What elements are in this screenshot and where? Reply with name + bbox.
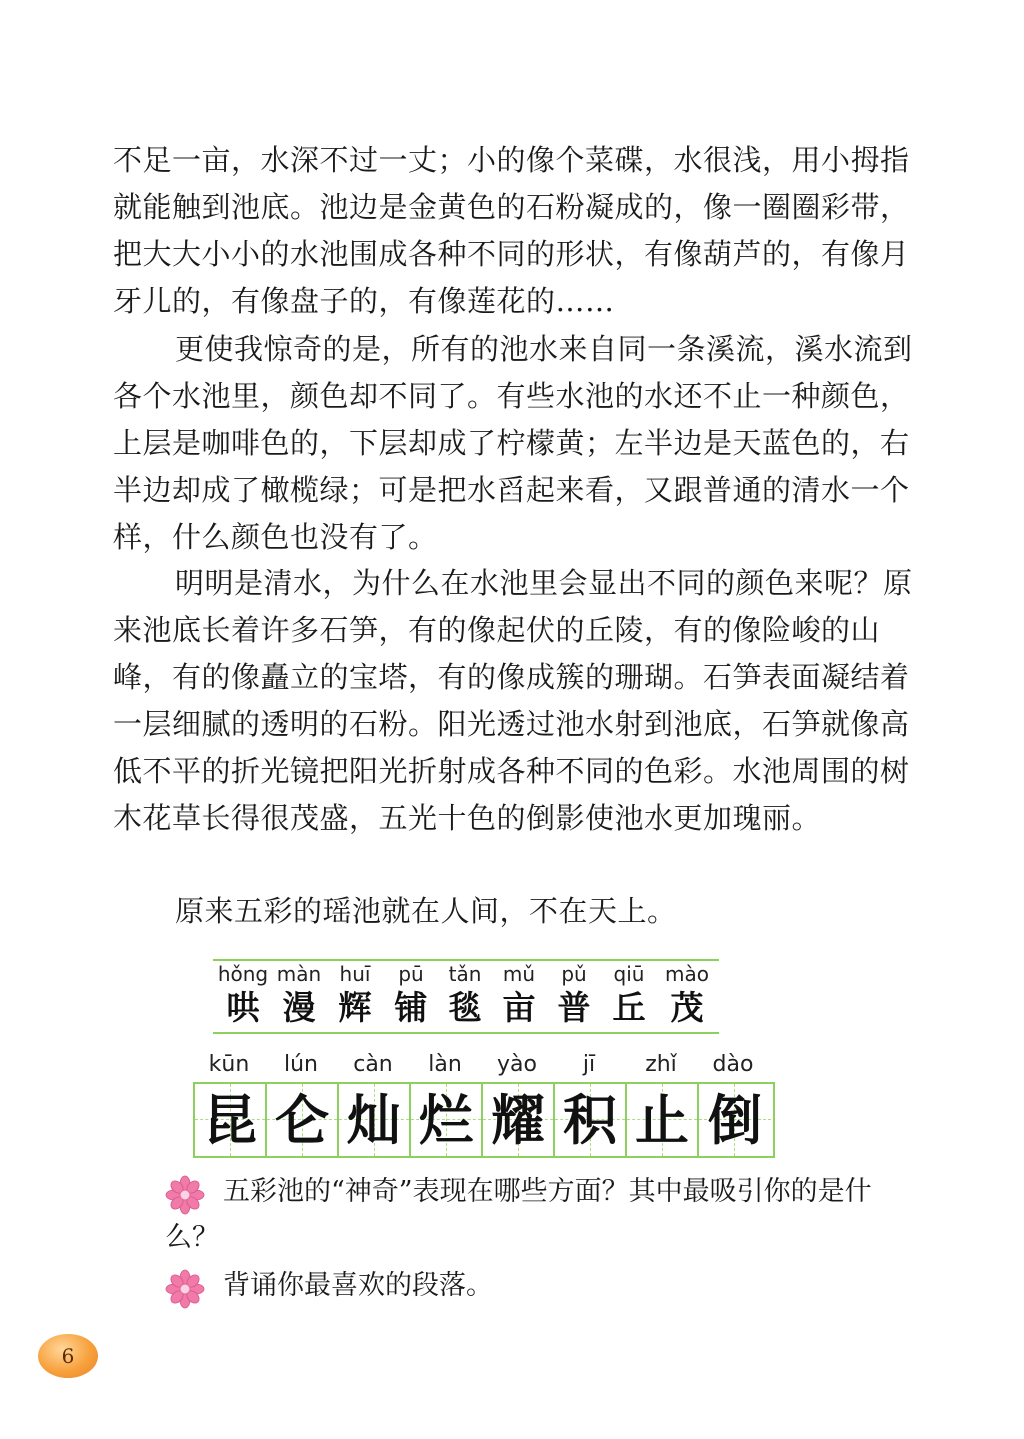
- write-char: 耀: [491, 1088, 545, 1152]
- tianzige-grid: [193, 1082, 775, 1158]
- write-char-pinyin: càn: [353, 1052, 393, 1077]
- recognize-char: mǔ 亩: [502, 962, 536, 1027]
- grid-cell: [339, 1084, 411, 1156]
- grid-cell: [411, 1084, 483, 1156]
- write-char: 积: [563, 1088, 617, 1152]
- paragraph-3: 明明是清水，为什么在水池里会显出不同的颜色来呢？原来池底长着许多石笋，有的像起伏的丘陵，有的像险峻的山峰，有的像矗立的宝塔，有的像成簇的珊瑚。石笋表面凝结着一层细腻的透明的石粉。阳光透过池水射到池底，石笋就像高低不平的折光镜把阳光折射成各种不同的色彩。水池周围的树木花草长得很茂盛，五光十色的倒影使池水更加瑰丽。: [113, 566, 913, 835]
- write-char: 仑: [275, 1088, 329, 1152]
- write-char-pinyin: jī: [582, 1052, 596, 1077]
- write-char: 倒: [708, 1088, 762, 1152]
- grid-cell: [267, 1084, 339, 1156]
- flower-icon: [165, 1269, 205, 1309]
- recognize-char: hǒng 哄: [217, 962, 269, 1027]
- paragraph-1: 不足一亩，水深不过一丈；小的像个菜碟，水很浅，用小拇指就能触到池底。池边是金黄色的石粉凝成的，像一圈圈彩带，把大大小小的水池围成各种不同的形状，有像葫芦的，有像月牙儿的，有像盘子的，有像莲花的……: [113, 143, 910, 318]
- grid-cell: [483, 1084, 555, 1156]
- write-chars-strip: [193, 1048, 773, 1158]
- write-char-pinyin: dào: [712, 1052, 754, 1077]
- paragraph-2: 更使我惊奇的是，所有的池水来自同一条溪流，溪水流到各个水池里，颜色却不同了。有些水池的水还不止一种颜色，上层是咖啡色的，下层却成了柠檬黄；左半边是天蓝色的，右半边却成了橄榄绿；可是把水舀起来看，又跟普通的清水一个样，什么颜色也没有了。: [113, 332, 913, 554]
- strip-bottom-line: [213, 1032, 719, 1034]
- grid-cell: [555, 1084, 627, 1156]
- recognize-chars-strip: [213, 957, 719, 1034]
- recognize-char: tǎn 毯: [448, 962, 482, 1027]
- page-number: 6: [38, 1334, 98, 1378]
- recognize-char: màn 漫: [276, 962, 322, 1027]
- exercise-text-continued: 么？: [165, 1222, 219, 1253]
- exercise-text: 背诵你最喜欢的段落。: [223, 1270, 493, 1301]
- recognize-char: huī 辉: [338, 962, 372, 1027]
- grid-cell: [195, 1084, 267, 1156]
- write-char: 灿: [347, 1088, 401, 1152]
- grid-cell: [627, 1084, 699, 1156]
- write-char-pinyin: làn: [428, 1052, 462, 1077]
- exercise-1: [165, 1169, 915, 1261]
- write-char-pinyin: yào: [497, 1052, 537, 1077]
- write-char: 烂: [419, 1088, 473, 1152]
- flower-icon: [165, 1175, 205, 1215]
- write-char: 止: [635, 1088, 689, 1152]
- write-char: 昆: [203, 1088, 257, 1152]
- recognize-char: pǔ 普: [557, 962, 591, 1027]
- exercise-text: 五彩池的“神奇”表现在哪些方面？其中最吸引你的是什: [223, 1176, 872, 1207]
- paragraph-4: 原来五彩的瑶池就在人间，不在天上。: [175, 894, 677, 928]
- write-char-pinyin: lún: [284, 1052, 318, 1077]
- recognize-char: pū 铺: [394, 962, 428, 1027]
- exercise-2: [165, 1263, 915, 1309]
- recognize-char: qiū 丘: [612, 962, 646, 1027]
- recognize-char: mào 茂: [665, 962, 709, 1027]
- write-char-pinyin: zhǐ: [645, 1052, 677, 1077]
- grid-cell: [699, 1084, 771, 1156]
- write-char-pinyin: kūn: [208, 1052, 250, 1077]
